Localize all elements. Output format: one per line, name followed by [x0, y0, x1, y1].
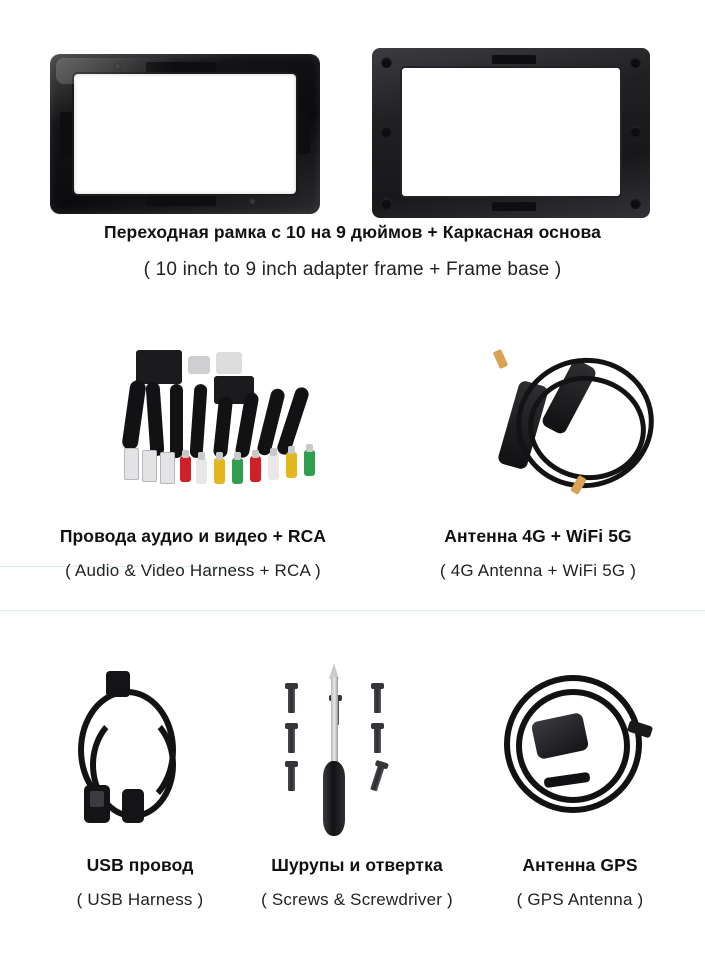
screw: [374, 687, 381, 713]
gps-caption-ru: Антенна GPS: [522, 855, 638, 875]
frames-caption-en: ( 10 inch to 9 inch adapter frame + Frame base ): [143, 259, 562, 280]
frame-tab-top: [146, 62, 216, 74]
usb-caption-block: [40, 855, 240, 911]
harness-caption-block: [8, 526, 378, 582]
antenna-caption-en: ( 4G Antenna + WiFi 5G ): [439, 560, 637, 580]
frame-base-hole: [381, 198, 392, 209]
audio-video-harness-photo: [96, 340, 386, 520]
rca-white: [268, 454, 279, 480]
frame-base-hole: [381, 126, 392, 137]
harness-wire: [189, 384, 207, 459]
harness-wire: [145, 382, 164, 457]
harness-connector: [142, 450, 157, 482]
usb-caption-ru: USB провод: [86, 855, 194, 875]
rca-yellow: [214, 458, 225, 484]
harness-white-plug: [188, 356, 210, 374]
frame-base-hole: [630, 126, 641, 137]
frame-base-hole: [630, 198, 641, 209]
frame-base-notch: [492, 55, 536, 64]
usb-caption-en: ( USB Harness ): [76, 889, 204, 909]
screws-screwdriver-photo: [270, 665, 440, 850]
screw: [288, 687, 295, 713]
adapter-frame-photo: [50, 54, 320, 214]
rca-white: [196, 458, 207, 484]
frame-screw-hole-1: [114, 63, 121, 70]
usb-male-connector: [122, 789, 144, 823]
frame-base-notch: [492, 202, 536, 211]
antenna-connector-tip: [493, 349, 509, 369]
tools-caption-ru: Шурупы и отвертка: [271, 855, 443, 875]
usb-port-slot: [90, 791, 104, 807]
harness-caption-ru: Провода аудио и видео + RCA: [59, 526, 327, 546]
hairline-full: [0, 610, 705, 611]
harness-wire: [121, 379, 147, 451]
screw: [374, 727, 381, 753]
frame-base-hole: [381, 57, 392, 68]
usb-harness-photo: [60, 665, 240, 845]
frames-row: [0, 26, 705, 201]
gps-caption-en: ( GPS Antenna ): [516, 889, 644, 909]
frame-tab-bottom: [146, 194, 216, 206]
frame-screw-hole-2: [249, 198, 256, 205]
frame-window: [74, 74, 296, 194]
harness-connector: [160, 452, 175, 484]
gps-caption-block: [480, 855, 680, 911]
4g-wifi-antenna-photo: [470, 340, 705, 520]
frame-base-hole: [630, 57, 641, 68]
harness-connector: [124, 448, 139, 480]
frame-base-window: [402, 68, 620, 196]
section-frames: [0, 0, 705, 300]
screw: [370, 765, 385, 792]
harness-caption-en: ( Audio & Video Harness + RCA ): [65, 560, 321, 580]
frame-base-photo: [372, 48, 650, 218]
tools-caption-block: [232, 855, 482, 911]
rca-green: [304, 450, 315, 476]
tools-caption-en: ( Screws & Screwdriver ): [261, 889, 453, 909]
harness-main-plug: [136, 350, 182, 384]
rca-yellow: [286, 452, 297, 478]
frames-caption-ru: Переходная рамка с 10 на 9 дюймов + Каркасная основа: [104, 222, 601, 242]
antenna-caption-ru: Антенна 4G + WiFi 5G: [444, 526, 632, 546]
rca-red: [250, 456, 261, 482]
screw: [288, 765, 295, 791]
rca-red: [180, 456, 191, 482]
screwdriver-handle: [323, 761, 345, 836]
harness-grey-plug: [216, 352, 242, 374]
rca-green: [232, 458, 243, 484]
screw: [288, 727, 295, 753]
antenna-caption-block: [378, 526, 698, 582]
screwdriver-shaft: [331, 677, 338, 762]
section-accessories: [0, 645, 705, 945]
harness-wire: [213, 395, 233, 458]
harness-wire: [170, 384, 183, 458]
gps-antenna-photo: [490, 665, 670, 845]
section-harness-antenna: [0, 330, 705, 605]
